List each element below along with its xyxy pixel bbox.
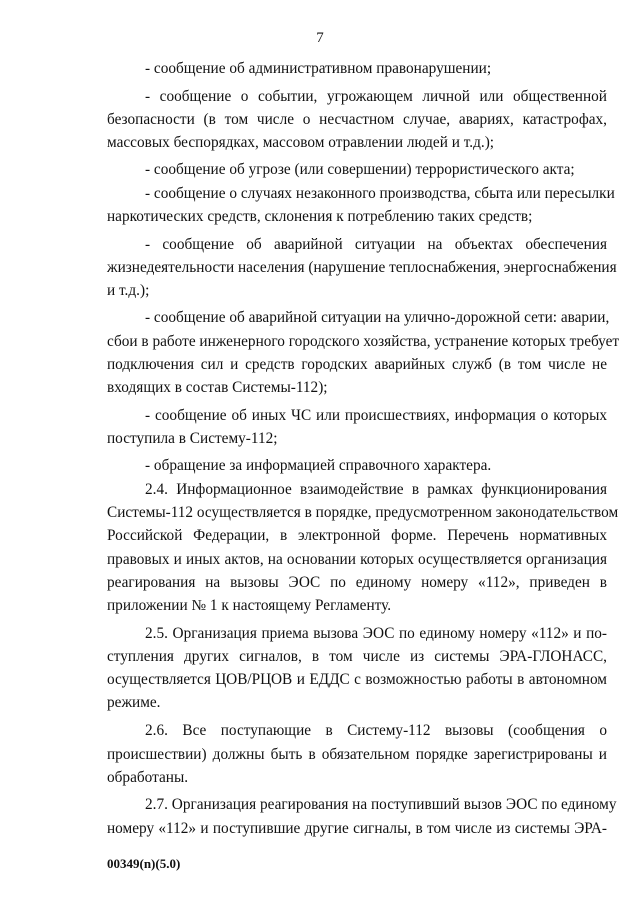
text-line: - сообщение об иных ЧС или происшествиях, информация о которых bbox=[145, 407, 607, 424]
text-line: безопасности (в том числе о несчастном случае, авариях, катастрофах, bbox=[107, 111, 607, 128]
page-number: 7 bbox=[316, 30, 324, 46]
text-line: - сообщение об угрозе (или совершении) террористического акта; bbox=[145, 161, 575, 178]
text-line: - сообщение о событии, угрожающем личной или общественной bbox=[145, 88, 607, 105]
text-line: 2.7. Организация реагирования на поступивший вызов ЭОС по единому bbox=[145, 796, 617, 813]
text-line: происшествии) должны быть в обязательном порядке зарегистрированы и bbox=[107, 746, 607, 763]
text-line: сбои в работе инженерного городского хозяйства, устранение которых требует bbox=[107, 333, 620, 350]
text-line: осуществляется ЦОВ/РЦОВ и ЕДДС с возможностью работы в автономном bbox=[107, 671, 607, 688]
text-line: Системы-112 осуществляется в порядке, предусмотренном законодательством bbox=[107, 504, 619, 521]
text-line: 2.6. Все поступающие в Систему-112 вызовы (сообщения о bbox=[145, 722, 607, 739]
text-line: поступила в Систему-112; bbox=[107, 430, 278, 447]
text-line: и т.д.); bbox=[107, 282, 150, 299]
text-line: жизнедеятельности населения (нарушение теплоснабжения, энергоснабжения bbox=[107, 259, 617, 276]
text-line: подключения сил и средств городских аварийных служб (в том числе не bbox=[107, 356, 607, 373]
document-code: 00349(n)(5.0) bbox=[107, 856, 181, 871]
text-line: - сообщение об аварийной ситуации на улично-дорожной сети: аварии, bbox=[145, 309, 610, 326]
text-line: массовых беспорядках, массовом отравлении людей и т.д.); bbox=[107, 134, 495, 151]
text-line: - сообщение о случаях незаконного производства, сбыта или пересылки bbox=[145, 185, 615, 202]
text-line: номеру «112» и поступившие другие сигналы, в том числе из системы ЭРА- bbox=[107, 820, 607, 837]
text-line: наркотических средств, склонения к потреблению таких средств; bbox=[107, 208, 533, 225]
text-line: Российской Федерации, в электронной форме. Перечень нормативных bbox=[107, 527, 607, 544]
text-line: - сообщение об аварийной ситуации на объектах обеспечения bbox=[145, 236, 607, 253]
text-line: обработаны. bbox=[107, 769, 189, 786]
text-line: режиме. bbox=[107, 694, 161, 711]
text-line: реагирования на вызовы ЭОС по единому номеру «112», приведен в bbox=[107, 574, 607, 591]
text-line: - обращение за информацией справочного характера. bbox=[145, 457, 492, 474]
text-line: 2.4. Информационное взаимодействие в рамках функционирования bbox=[145, 481, 607, 498]
text-line: ступления других сигналов, в том числе из системы ЭРА-ГЛОНАСС, bbox=[107, 648, 607, 665]
text-line: входящих в состав Системы-112); bbox=[107, 379, 328, 396]
text-line: 2.5. Организация приема вызова ЭОС по единому номеру «112» и по- bbox=[145, 625, 607, 642]
text-line: правовых и иных актов, на основании которых осуществляется организация bbox=[107, 551, 607, 568]
text-line: приложении № 1 к настоящему Регламенту. bbox=[107, 597, 392, 614]
text-line: - сообщение об административном правонарушении; bbox=[145, 60, 492, 77]
